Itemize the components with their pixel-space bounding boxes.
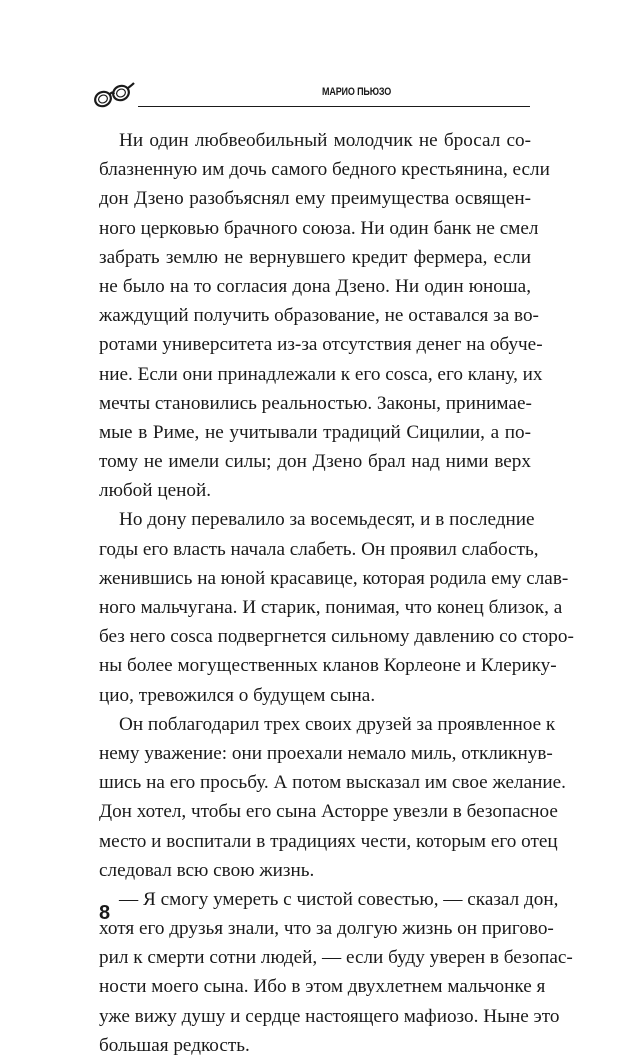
text-line: любой ценой. <box>99 480 212 502</box>
text-line: жаждущий получить образование, не оставался за во- <box>99 305 539 327</box>
text-line: нему уважение: они проехали немало миль, откликнув- <box>99 742 553 764</box>
text-line: шись на его просьбу. А потом высказал им свое желание. <box>99 772 566 794</box>
paragraph <box>99 710 566 885</box>
text-line: ны более могущественных кланов Корлеоне и Клерику- <box>99 655 557 677</box>
text-line: хотя его друзья знали, что за долгую жизнь он пригово- <box>99 918 554 940</box>
text-line: — Я смогу умереть с чистой совестью, — сказал дон, <box>119 888 559 910</box>
text-line: ного церковью брачного союза. Ни один банк не смел <box>99 217 539 239</box>
text-line: годы его власть начала слабеть. Он проявил слабость, <box>99 538 539 560</box>
text-line: большая редкость. <box>99 1034 250 1056</box>
text-line: женившись на юной красавице, которая родила ему слав- <box>99 567 569 589</box>
text-line: не было на то согласия дона Дзено. Ни один юноша, <box>99 275 531 297</box>
text-line: дон Дзено разобъяснял ему преимущества освящен- <box>99 188 531 210</box>
text-line: забрать землю не вернувшего кредит фермера, если <box>99 246 531 268</box>
text-line: уже вижу душу и сердце настоящего мафиозо. Ныне это <box>99 1005 560 1027</box>
page-number: 8 <box>99 902 111 924</box>
text-line: следовал всю свою жизнь. <box>99 859 315 881</box>
text-line: тому не имели силы; дон Дзено брал над ними верх <box>99 451 531 473</box>
text-line: рил к смерти сотни людей, — если буду уверен в безопас- <box>99 947 573 969</box>
text-line: ного мальчугана. И старик, понимая, что конец близок, а <box>99 597 563 618</box>
body-text <box>99 126 574 1060</box>
text-line: ние. Если они принадлежали к его cosca, его клану, их <box>99 363 543 385</box>
text-line: без него cosca подвергнется сильному давлению со сторо- <box>99 626 574 648</box>
text-line: блазненную им дочь самого бедного крестьянина, если <box>99 159 550 181</box>
text-line: Он поблагодарил трех своих друзей за проявленное к <box>119 713 556 735</box>
text-line: Ни один любвеобильный молодчик не бросал со- <box>119 130 531 151</box>
running-title: МАРИО ПЬЮЗО <box>322 86 392 98</box>
text-line: цио, тревожился о будущем сына. <box>99 684 376 706</box>
paragraph <box>99 126 550 505</box>
text-line: место и воспитали в традициях чести, которым его отец <box>99 830 558 852</box>
text-line: Дон хотел, чтобы его сына Асторре увезли в безопасное <box>99 801 558 823</box>
paragraph <box>99 505 574 709</box>
text-line: ности моего сына. Ибо в этом двухлетнем мальчонке я <box>99 976 546 998</box>
text-line: мечты становились реальностью. Законы, принимае- <box>99 392 532 414</box>
paragraph <box>99 885 573 1060</box>
page-header <box>92 80 532 114</box>
text-line: мые в Риме, не учитывали традиций Сицилии, а по- <box>99 421 531 443</box>
header-rule <box>138 106 530 107</box>
text-line: ротами университета из-за отсутствия денег на обуче- <box>99 334 543 356</box>
eyeglasses-logo-icon <box>92 82 136 110</box>
text-line: Но дону перевалило за восемьдесят, и в последние <box>119 509 535 531</box>
